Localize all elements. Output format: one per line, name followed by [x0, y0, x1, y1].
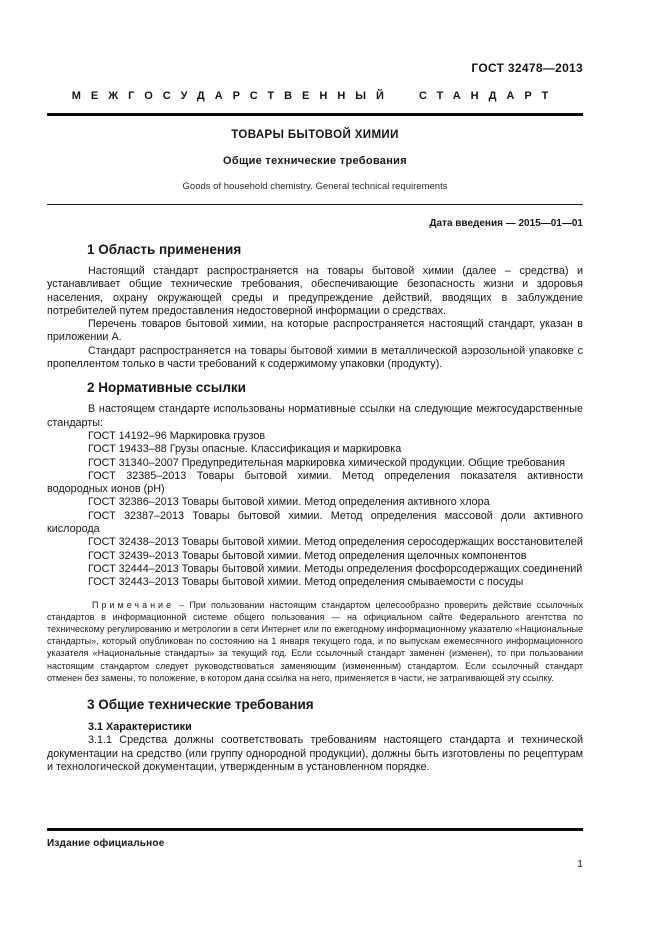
- reference-item: ГОСТ 32386–2013 Товары бытовой химии. Метод определения активного хлора: [88, 496, 490, 509]
- title-divider-thin: [47, 204, 583, 205]
- reference-item: ГОСТ 32439–2013 Товары бытовой химии. Метод определения щелочных компонентов: [88, 549, 527, 562]
- section-1-heading: 1 Область применения: [87, 242, 242, 257]
- section-1-paragraph: Перечень товаров бытовой химии, на которые распространяется настоящий стандарт, указан в приложении А.: [47, 318, 583, 344]
- footer-divider-thick: [47, 828, 583, 831]
- page-content: [47, 0, 583, 774]
- doc-number: ГОСТ 32478—2013: [471, 61, 583, 75]
- section-1-paragraph: Стандарт распространяется на товары бытовой химии в металлической аэрозольной упаковке с пропеллентом только в части требований к содержимому упаковки (продукту).: [47, 344, 583, 371]
- reference-item: ГОСТ 31340–2007 Предупредительная маркировка химической продукции. Общие требования: [88, 456, 566, 469]
- doc-title: ТОВАРЫ БЫТОВОЙ ХИМИИ: [231, 129, 399, 141]
- reference-item: ГОСТ 32444–2013 Товары бытовой химии. Методы определения фосфорсодержащих соединений: [88, 562, 583, 575]
- official-edition-label: Издание официальное: [47, 838, 165, 849]
- doc-subtitle-en: Goods of household chemistry. General technical requirements: [182, 181, 448, 192]
- section-3-heading: 3 Общие технические требования: [87, 696, 314, 712]
- reference-item: ГОСТ 32443–2013 Товары бытовой химии. Метод определения смываемости с посуды: [88, 576, 524, 589]
- effective-date: Дата введения — 2015—01—01: [429, 218, 583, 229]
- subsection-3-1-heading: 3.1 Характеристики: [88, 720, 192, 733]
- section-3-paragraph: 3.1.1 Средства должны соответствовать требованиям настоящего стандарта и технической документации на средство (или группу однородной продукции), должны быть изготовлены по рецептурам и технологической документации, утвержденным в установленном порядке.: [47, 734, 583, 773]
- reference-item: ГОСТ 32385–2013 Товары бытовой химии. Метод определения показателя активности водородных ионов (рН): [47, 469, 583, 496]
- reference-item: ГОСТ 14192–96 Маркировка грузов: [88, 429, 266, 442]
- doc-subtitle: Общие технические требования: [223, 155, 407, 167]
- header-divider-thick: [47, 113, 583, 116]
- note-text: – При пользовании настоящим стандартом целесообразно проверить действие ссылочных стандартов в информационной системе общего пользования — на официальном сайте Федерального агентства по техническому регулированию и метрологии в сети Интернет или по ежегодному информационному указателю «Национальные стандарты», который опубликован по состоянию на 1 января текущего года, и по выпускам ежемесячного информационного указателя «Национальные стандарты» за текущий год. Если ссылочный стандарт заменен (изменен), то при пользовании настоящим стандартом следует руководствоваться заменяющим (измененным) стандартом. Если ссылочный стандарт отменен без замены, то положение, в котором дана ссылка на него, применяется в части, не затрагивающей эту ссылку.: [47, 599, 583, 683]
- section-1-paragraph: Настоящий стандарт распространяется на товары бытовой химии (далее – средства) и устанавливает общие технические требования, обеспечивающие безопасность жизни и здоровья населения, охрану окружающей среды и предупреждение действий, вводящих в заблуждение потребителей путем предоставления недостоверной информации о средствах.: [47, 265, 583, 317]
- reference-item: ГОСТ 32387–2013 Товары бытовой химии. Метод определения массовой доли активного кислорода: [47, 509, 583, 536]
- reference-item: ГОСТ 32438–2013 Товары бытовой химии. Метод определения серосодержащих восстановителей: [88, 536, 583, 549]
- section-2-heading: 2 Нормативные ссылки: [87, 380, 246, 396]
- note-label: Примечание: [92, 599, 175, 610]
- standard-type-label: МЕЖГОСУДАРСТВЕННЫЙ СТАНДАРТ: [71, 90, 559, 102]
- section-2-intro: В настоящем стандарте использованы нормативные ссылки на следующие межгосударственные стандарты:: [47, 403, 583, 429]
- page-number: 1: [577, 858, 583, 870]
- reference-item: ГОСТ 19433–88 Грузы опасные. Классификация и маркировка: [88, 443, 402, 456]
- references-note: [47, 599, 583, 684]
